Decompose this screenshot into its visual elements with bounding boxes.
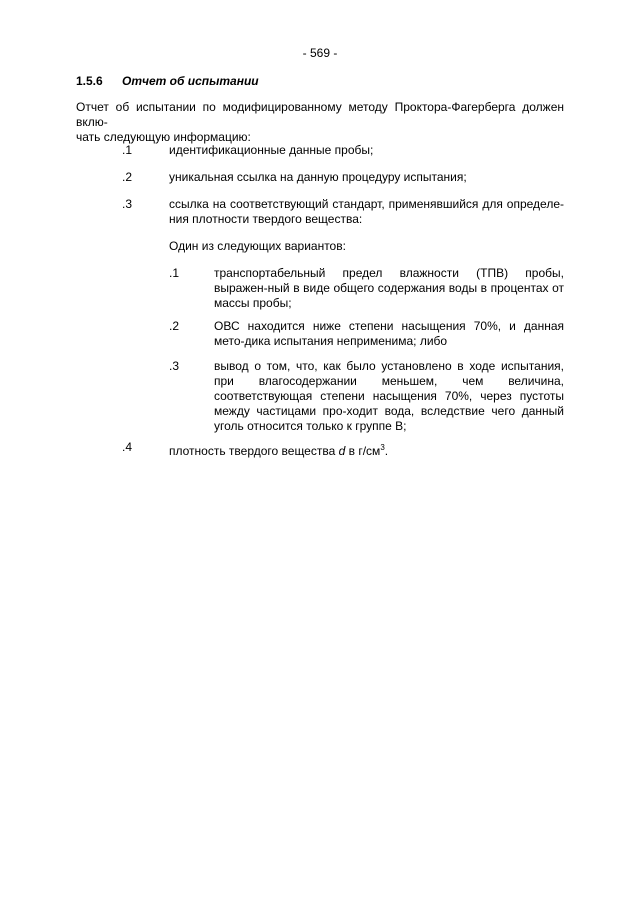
- list-item-text: [169, 197, 564, 227]
- text-end: .: [384, 444, 389, 458]
- list-item-marker: .2: [122, 170, 133, 184]
- intro-line-1: Отчет об испытании по модифицированному методу Проктора-Фагерберга должен вклю-: [76, 100, 564, 129]
- density-symbol: d: [338, 444, 346, 458]
- list-item-text: уникальная ссылка на данную процедуру испытания;: [169, 170, 467, 184]
- sub-list-item-text: ОВС находится ниже степени насыщения 70%, и данная мето-дика испытания неприменима; либо: [214, 319, 564, 348]
- text-after: в г/см: [345, 444, 381, 458]
- text-before: плотность твердого вещества: [169, 444, 339, 458]
- list-item-marker: .3: [122, 197, 133, 211]
- sub-list-item-marker: .3: [169, 359, 180, 373]
- sub-list-item-marker: .2: [169, 319, 180, 333]
- list-item-text-line-1: ссылка на соответствующий стандарт, применявшийся для определе-: [169, 197, 564, 211]
- options-intro: Один из следующих вариантов:: [169, 239, 346, 253]
- page-number: - 569 -: [302, 46, 338, 60]
- sub-list-item-marker: .1: [169, 266, 180, 280]
- section-title: Отчет об испытании: [122, 74, 259, 88]
- list-item-marker: .4: [122, 440, 133, 454]
- list-item-text: [169, 440, 564, 459]
- sub-list-item-text: вывод о том, что, как было установлено в ходе испытания, при влагосодержании меньшем, чем величина, соответствующая степени насыщения 70%, через пустоты между частицами про-ходит вода, вследствие чего данный уголь относится только к группе В;: [214, 359, 564, 433]
- section-heading: [76, 74, 259, 88]
- section-number: 1.5.6: [76, 74, 103, 88]
- list-item-text-line-2: ния плотности твердого вещества:: [169, 212, 363, 226]
- intro-paragraph: [76, 100, 564, 145]
- superscript: 3: [380, 443, 385, 452]
- intro-line-2: чать следующую информацию:: [76, 130, 251, 144]
- list-item-text: идентификационные данные пробы;: [169, 143, 374, 157]
- list-item-marker: .1: [122, 143, 133, 157]
- sub-list-item-text: транспортабельный предел влажности (ТПВ) пробы, выражен-ный в виде общего содержания воды в процентах от массы пробы;: [214, 266, 564, 310]
